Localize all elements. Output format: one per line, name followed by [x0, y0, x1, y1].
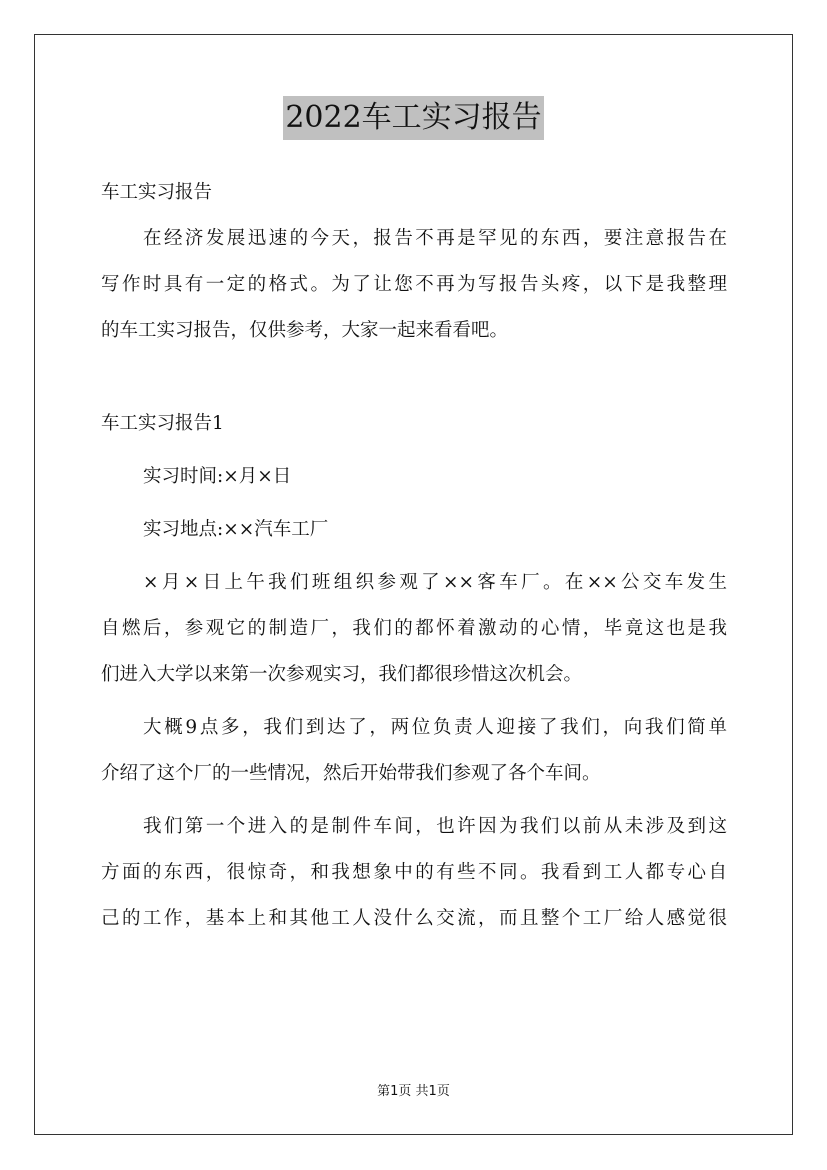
paragraph-line: 自燃后，参观它的制造厂，我们的都怀着激动的心情，毕竟这也是我 — [101, 618, 727, 639]
intro-line: 写作时具有一定的格式。为了让您不再为写报告头疼，以下是我整理 — [101, 274, 727, 295]
intro-line: 的车工实习报告，仅供参考，大家一起来看看吧。 — [101, 320, 509, 341]
paragraph-3 — [101, 804, 727, 942]
section-heading: 车工实习报告1 — [101, 413, 224, 434]
document-title: 2022车工实习报告 — [283, 96, 543, 140]
paragraph-line: 我们第一个进入的是制件车间，也许因为我们以前从未涉及到这 — [143, 816, 727, 837]
paragraph-line: ×月×日上午我们班组织参观了××客车厂。在××公交车发生 — [143, 572, 727, 593]
internship-place: 实习地点:××汽车工厂 — [143, 519, 329, 540]
section-spacer — [101, 361, 727, 401]
paragraph-1 — [101, 560, 727, 698]
paragraph-line: 己的工作，基本上和其他工人没什么交流，而且整个工厂给人感觉很 — [101, 908, 727, 929]
document-body — [101, 170, 727, 949]
intro-line: 在经济发展迅速的今天，报告不再是罕见的东西，要注意报告在 — [143, 228, 727, 249]
internship-time: 实习时间:×月×日 — [143, 466, 292, 487]
document-subtitle: 车工实习报告 — [101, 182, 213, 203]
paragraph-line: 方面的东西，很惊奇，和我想象中的有些不同。我看到工人都专心自 — [101, 862, 727, 883]
paragraph-2 — [101, 705, 727, 797]
paragraph-line: 们进入大学以来第一次参观实习，我们都很珍惜这次机会。 — [101, 664, 583, 685]
title-container — [0, 96, 827, 140]
page-footer: 第1页 共1页 — [377, 1084, 450, 1099]
intro-paragraph — [101, 216, 727, 354]
paragraph-line: 大概9点多，我们到达了，两位负责人迎接了我们，向我们简单 — [143, 717, 727, 738]
paragraph-line: 介绍了这个厂的一些情况，然后开始带我们参观了各个车间。 — [101, 763, 601, 784]
